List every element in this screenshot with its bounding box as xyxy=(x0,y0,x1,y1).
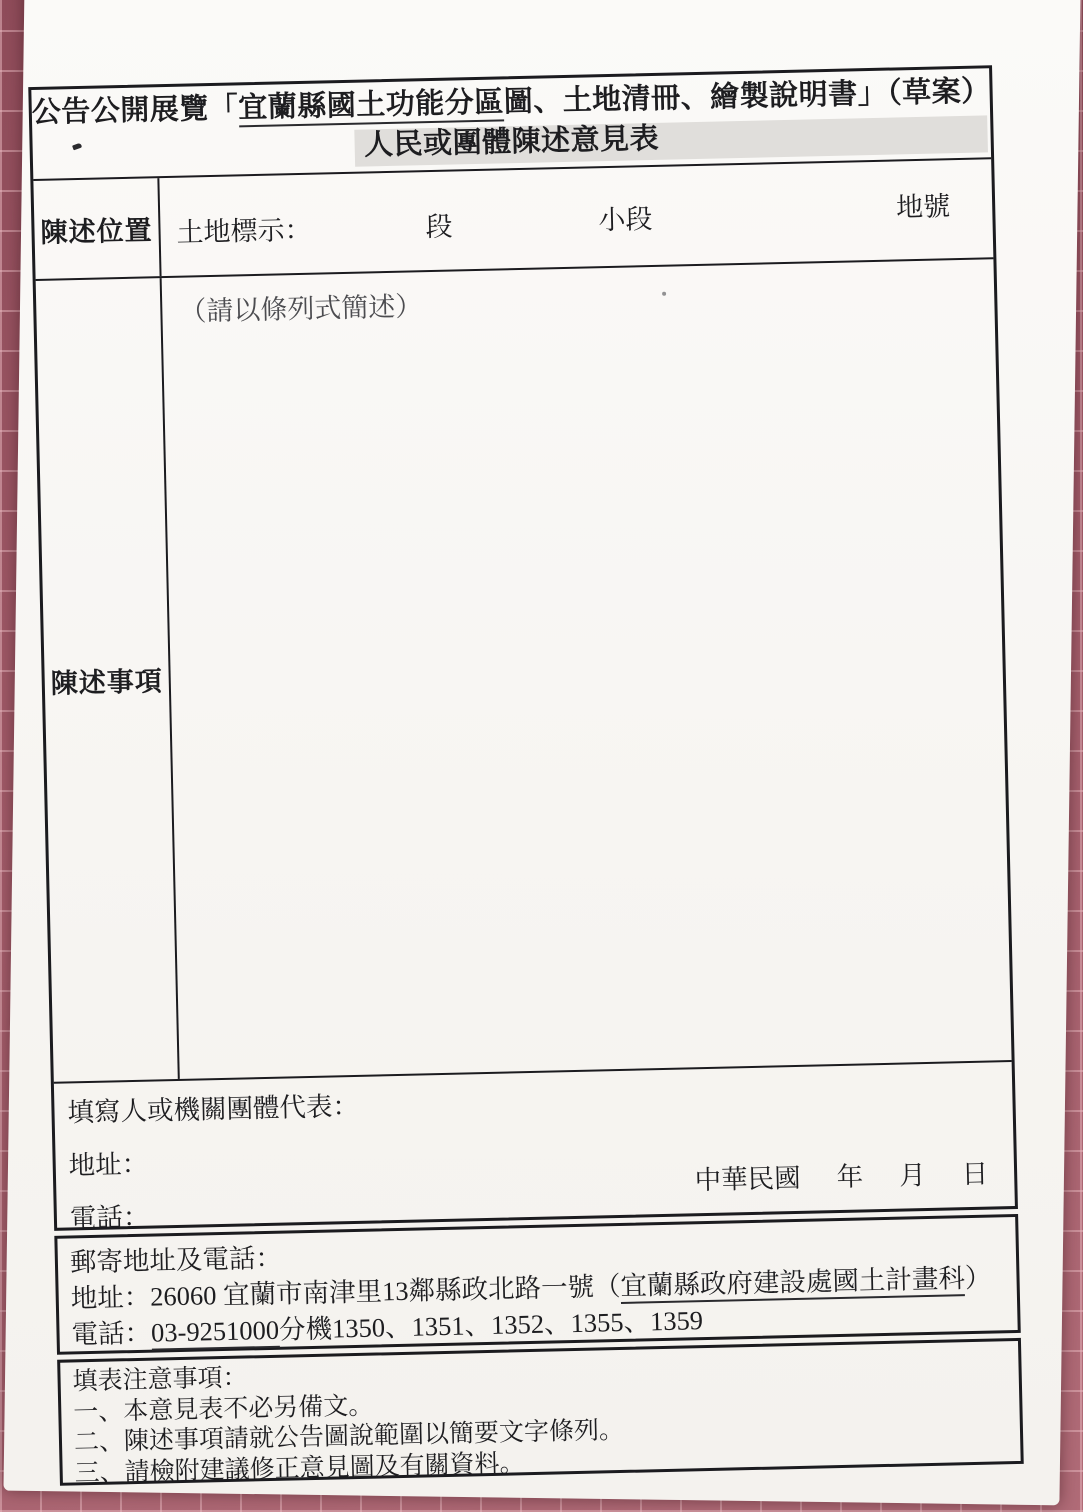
date-year-label: 年 xyxy=(836,1161,864,1193)
notes-title: 填表注意事項： xyxy=(72,1364,248,1396)
date-month-label: 月 xyxy=(898,1160,927,1191)
date-line xyxy=(694,1152,988,1198)
form-title-line1: 公告公開展覽「宜蘭縣國土功能分區圖、土地清冊、繪製說明書」（草案） xyxy=(31,75,992,130)
subsection-label: 小段 xyxy=(598,203,653,236)
note-item: 二、陳述事項請就公告圖說範圍以簡要文字條列。 xyxy=(73,1416,625,1457)
comment-form xyxy=(28,65,1023,1486)
statement-row xyxy=(36,257,1012,1082)
date-era-label: 中華民國 xyxy=(694,1162,802,1196)
title-underlined-text: 宜蘭縣國土功能分區 xyxy=(238,86,504,127)
main-table xyxy=(28,65,1018,1234)
representative-label: 填寫人或機關團體代表： xyxy=(67,1090,360,1128)
location-row-body xyxy=(159,159,993,276)
form-title-line2: 人民或團體陳述意見表 xyxy=(363,122,660,162)
statement-row-body xyxy=(162,259,1012,1079)
note-item: 三、請檢附建議修正意見圖及有關資料。 xyxy=(74,1449,525,1487)
section-label: 段 xyxy=(425,211,453,243)
filler-info-row xyxy=(54,1060,1015,1234)
mailing-address-underlined: 宜蘭縣政府建設處國土計畫科 xyxy=(620,1263,965,1304)
notes-box xyxy=(57,1338,1024,1486)
note-item: 一、本意見表不必另備文。 xyxy=(73,1392,374,1426)
land-designation-label: 土地標示： xyxy=(176,214,312,248)
mailing-phone-line: 電話：03-9251000分機1350、1351、1352、1355、1359 xyxy=(71,1305,704,1350)
location-row-header: 陳述位置 xyxy=(33,178,161,279)
statement-row-header: 陳述事項 xyxy=(36,278,180,1082)
filler-address-label: 地址： xyxy=(68,1148,149,1181)
mailing-title: 郵寄地址及電話： xyxy=(69,1242,283,1278)
date-day-label: 日 xyxy=(961,1158,989,1190)
mailing-address-line: 地址：26060 宜蘭市南津里13鄰縣政北路一號（宜蘭縣政府建設處國土計畫科） xyxy=(70,1262,992,1314)
mailing-info-box xyxy=(54,1214,1020,1355)
mailing-phone-number: 03-9251000 xyxy=(151,1315,280,1351)
filler-phone-label: 電話： xyxy=(69,1201,150,1234)
statement-hint: （請以條列式簡述） xyxy=(179,291,423,327)
scan-speck xyxy=(662,292,666,296)
lot-number-label: 地號 xyxy=(895,191,951,223)
